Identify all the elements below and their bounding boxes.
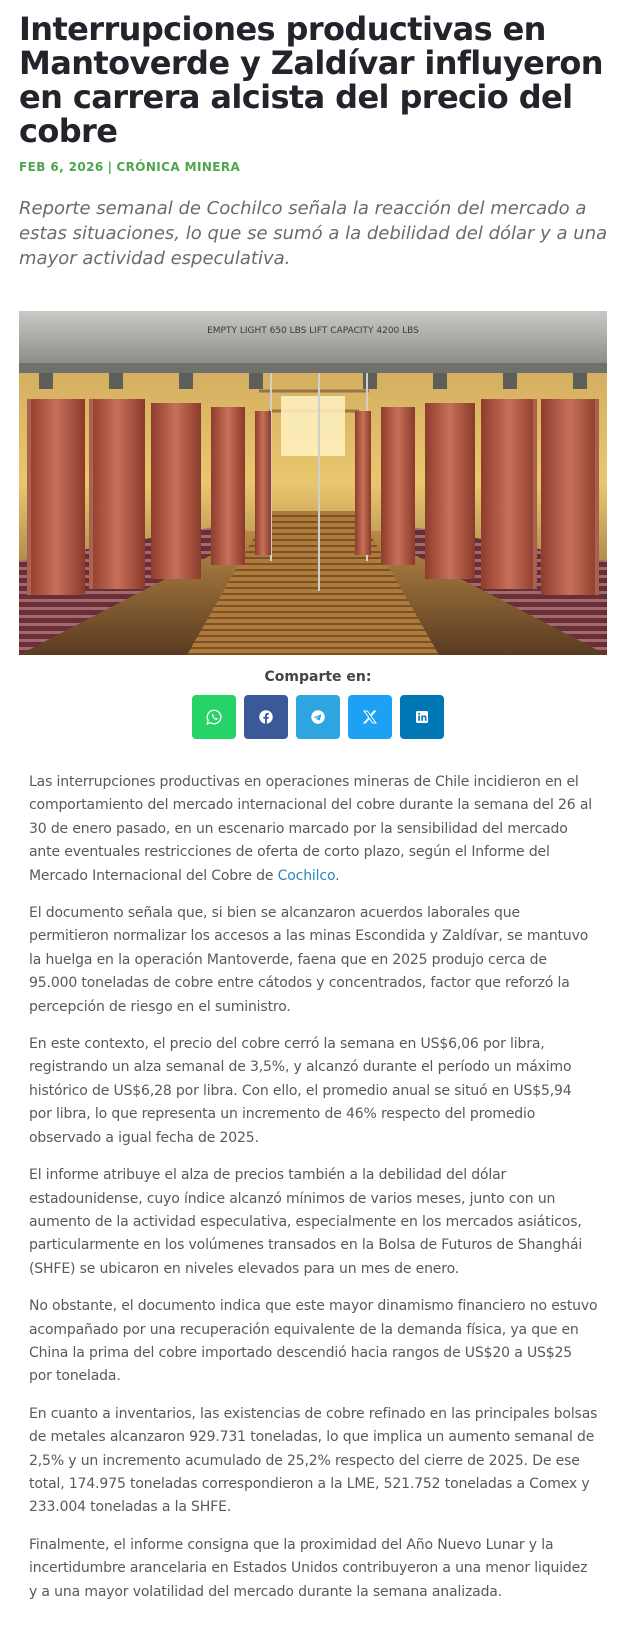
paragraph-4: El informe atribuye el alza de precios también a la debilidad del dólar estadounidense, cuyo índice alcanzó mínimos de varios meses, junto con un aumento de la actividad especulativa, especialmente en los mercados asiáticos, particularmente en los volúmenes transados en la Bolsa de Futuros de Shanghái (SHFE) se ubicaron en niveles elevados para un mes de enero.	[29, 1167, 583, 1277]
crane-label: EMPTY LIGHT 650 LBS LIFT CAPACITY 4200 LBS	[207, 326, 419, 336]
linkedin-share-button[interactable]	[400, 695, 444, 739]
share-buttons	[0, 695, 636, 739]
paragraph-5: No obstante, el documento indica que este mayor dinamismo financiero no estuvo acompañado por una recuperación equivalente de la demanda física, ya que en China la prima del cobre importado descendió hacia rangos de US$20 a US$25 por tonelada.	[29, 1298, 598, 1385]
paragraph-1-text: Las interrupciones productivas en operaciones mineras de Chile incidieron en el comportamiento del mercado internacional del cobre durante la semana del 26 al 30 de enero pasado, en un escenario marcado por la sensibilidad del mercado ante eventuales restricciones de oferta de corto plazo, según el Informe del Mercado Internacional del Cobre de	[29, 774, 593, 884]
article-source[interactable]: CRÓNICA MINERA	[116, 160, 241, 174]
article-body	[0, 739, 636, 1604]
share-label: Comparte en:	[264, 669, 372, 685]
article-title: Interrupciones productivas en Mantoverde y Zaldívar influyeron en carrera alcista del precio del cobre	[19, 10, 603, 150]
share-section	[0, 655, 636, 739]
x-icon	[361, 708, 379, 726]
paragraph-2: El documento señala que, si bien se alcanzaron acuerdos laborales que permitieron normalizar los accesos a las minas Escondida y Zaldívar, se mantuvo la huelga en la operación Mantoverde, faena que en 2025 produjo cerca de 95.000 toneladas de cobre entre cátodos y concentrados, factor que reforzó la percepción de riesgo en el suministro.	[29, 905, 589, 1015]
paragraph-1-end: .	[335, 867, 340, 884]
cochilco-link[interactable]: Cochilco	[277, 867, 336, 884]
article-date: FEB 6, 2026	[19, 160, 104, 174]
facebook-share-button[interactable]	[244, 695, 288, 739]
facebook-icon	[257, 708, 275, 726]
paragraph-7: Finalmente, el informe consigna que la proximidad del Año Nuevo Lunar y la incertidumbre arancelaria en Estados Unidos contribuyeron a una menor liquidez y a una mayor volatilidad del mercado durante la semana analizada.	[29, 1536, 588, 1600]
paragraph-6: En cuanto a inventarios, las existencias de cobre refinado en las principales bolsas de metales alcanzaron 929.731 toneladas, lo que implica un aumento semanal de 2,5% y un incremento acumulado de 25,2% respecto del cierre de 2025. De ese total, 174.975 toneladas correspondieron a la LME, 521.752 toneladas a Comex y 233.004 toneladas a la SHFE.	[29, 1405, 598, 1516]
telegram-share-button[interactable]	[296, 695, 340, 739]
whatsapp-icon	[205, 708, 223, 726]
meta-separator: |	[107, 160, 113, 174]
paragraph-1	[29, 771, 598, 888]
hero-image	[19, 311, 607, 655]
article-meta	[0, 160, 636, 174]
whatsapp-share-button[interactable]	[192, 695, 236, 739]
x-share-button[interactable]	[348, 695, 392, 739]
linkedin-icon	[413, 708, 431, 726]
telegram-icon	[309, 708, 327, 726]
article-subtitle: Reporte semanal de Cochilco señala la reacción del mercado a estas situaciones, lo que se sumó a la debilidad del dólar y a una mayor actividad especulativa.	[19, 198, 608, 269]
paragraph-3: En este contexto, el precio del cobre cerró la semana en US$6,06 por libra, registrando un alza semanal de 3,5%, y alcanzó durante el período un máximo histórico de US$6,28 por libra. Con ello, el promedio anual se situó en US$5,94 por libra, lo que representa un incremento de 46% respecto del promedio observado a igual fecha de 2025.	[29, 1036, 572, 1146]
